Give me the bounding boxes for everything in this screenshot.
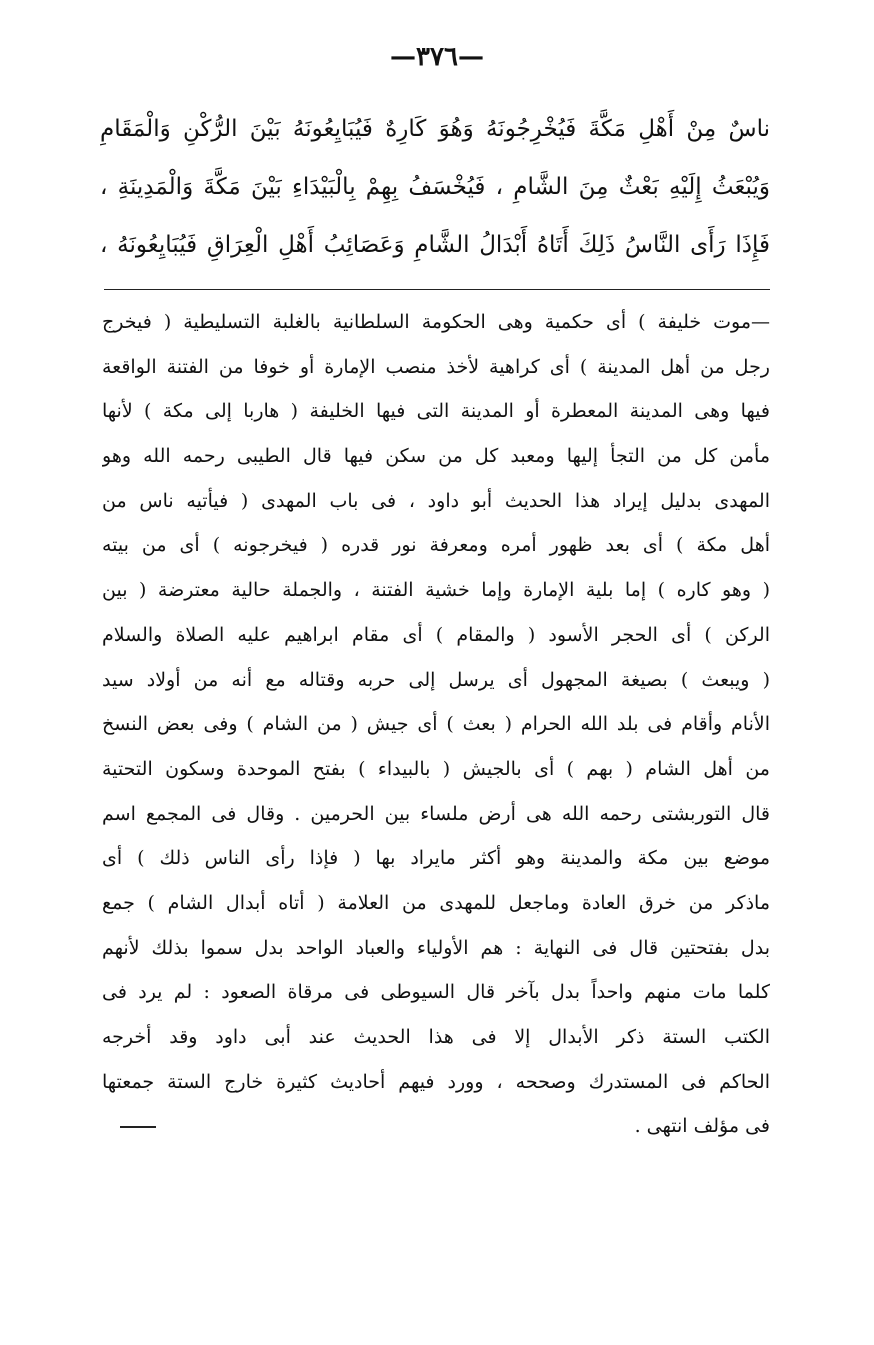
- commentary-line: موضع بين مكة والمدينة وهو أكثر مايراد بها ( فإذا رأى الناس ذلك ) أى: [102, 847, 770, 870]
- hadith-line: ناسٌ مِنْ أَهْلِ مَكَّةَ فَيُخْرِجُونَهُ وَهُوَ كَارِهٌ فَيُبَايِعُونَهُ بَيْنَ الرُّكْنِ وَالْمَقَامِ: [100, 116, 770, 142]
- commentary-line: الكتب الستة ذكر الأبدال إلا فى هذا الحديث عند أبى داود وقد أخرجه: [102, 1026, 770, 1048]
- commentary-line: المهدى بدليل إيراد هذا الحديث أبو داود ، فى باب المهدى ( فيأتيه ناس من: [102, 489, 770, 512]
- commentary-line: من أهل الشام ( بهم ) أى بالجيش ( بالبيداء ) بفتح الموحدة وسكون التحتية: [102, 757, 770, 780]
- hadith-text-block: [100, 100, 770, 274]
- hadith-line: وَيُبْعَثُ إِلَيْهِ بَعْثٌ مِنَ الشَّامِ ، فَيُخْسَفُ بِهِمْ بِالْبَيْدَاءِ بَيْنَ مَكَّةَ وَالْمَدِينَةِ ،: [100, 174, 770, 200]
- commentary-line: ( وهو كاره ) إما بلية الإمارة وإما خشية الفتنة ، والجملة حالية معترضة ( بين: [102, 579, 770, 602]
- commentary-line: مأمن كل من التجأ إليها ومعبد كل من سكن فيها قال الطيبى رحمه الله وهو: [102, 445, 770, 468]
- commentary-line-text: فى مؤلف انتهى .: [634, 1115, 770, 1138]
- commentary-line: الأنام وأقام فى بلد الله الحرام ( بعث ) أى جيش ( من الشام ) وفى بعض النسخ: [102, 713, 770, 736]
- commentary-line: كلما مات منهم واحداً بدل بآخر قال السيوطى فى مرقاة الصعود : لم يرد فى: [102, 981, 770, 1004]
- commentary-line: رجل من أهل المدينة ) أى كراهية لأخذ منصب الإمارة أو خوفا من الفتنة الواقعة: [102, 355, 770, 378]
- commentary-line: بدل بفتحتين قال فى النهاية : هم الأولياء والعباد الواحد بدل سموا بذلك لأنهم: [102, 936, 770, 959]
- commentary-text-block: [102, 300, 770, 1149]
- commentary-line: الركن ) أى الحجر الأسود ( والمقام ) أى مقام ابراهيم عليه الصلاة والسلام: [102, 623, 770, 646]
- commentary-line: —موت خليفة ) أى حكمية وهى الحكومة السلطانية بالغلبة التسليطية ( فيخرج: [102, 311, 770, 333]
- commentary-line: قال التوربشتى رحمه الله هى أرض ملساء بين الحرمين . وقال فى المجمع اسم: [102, 802, 770, 825]
- commentary-line: الحاكم فى المستدرك وصححه ، وورد فيهم أحاديث كثيرة خارج الستة جمعتها: [102, 1070, 770, 1093]
- page-number: —٣٧٦—: [390, 42, 484, 72]
- hadith-line: فَإِذَا رَأَى النَّاسُ ذَلِكَ أَتَاهُ أَبْدَالُ الشَّامِ وَعَصَائِبُ أَهْلِ الْعِرَاقِ فَيُبَايِعُونَهُ ،: [100, 232, 770, 258]
- commentary-line: أهل مكة ) أى بعد ظهور أمره ومعرفة نور قدره ( فيخرجونه ) أى من بيته: [102, 534, 770, 557]
- commentary-last-line: [102, 1104, 770, 1149]
- commentary-line: ماذكر من خرق العادة وماجعل للمهدى من العلامة ( أتاه أبدال الشام ) جمع: [102, 891, 770, 914]
- commentary-line: ( ويبعث ) بصيغة المجهول أى يرسل إلى حربه وقتاله مع أنه من أولاد سيد: [102, 668, 770, 691]
- commentary-line: فيها وهى المدينة المعطرة أو المدينة التى فيها الخليفة ( هاربا إلى مكة ) لأنها: [102, 400, 770, 423]
- section-divider: [104, 289, 770, 290]
- end-dash: [120, 1126, 156, 1128]
